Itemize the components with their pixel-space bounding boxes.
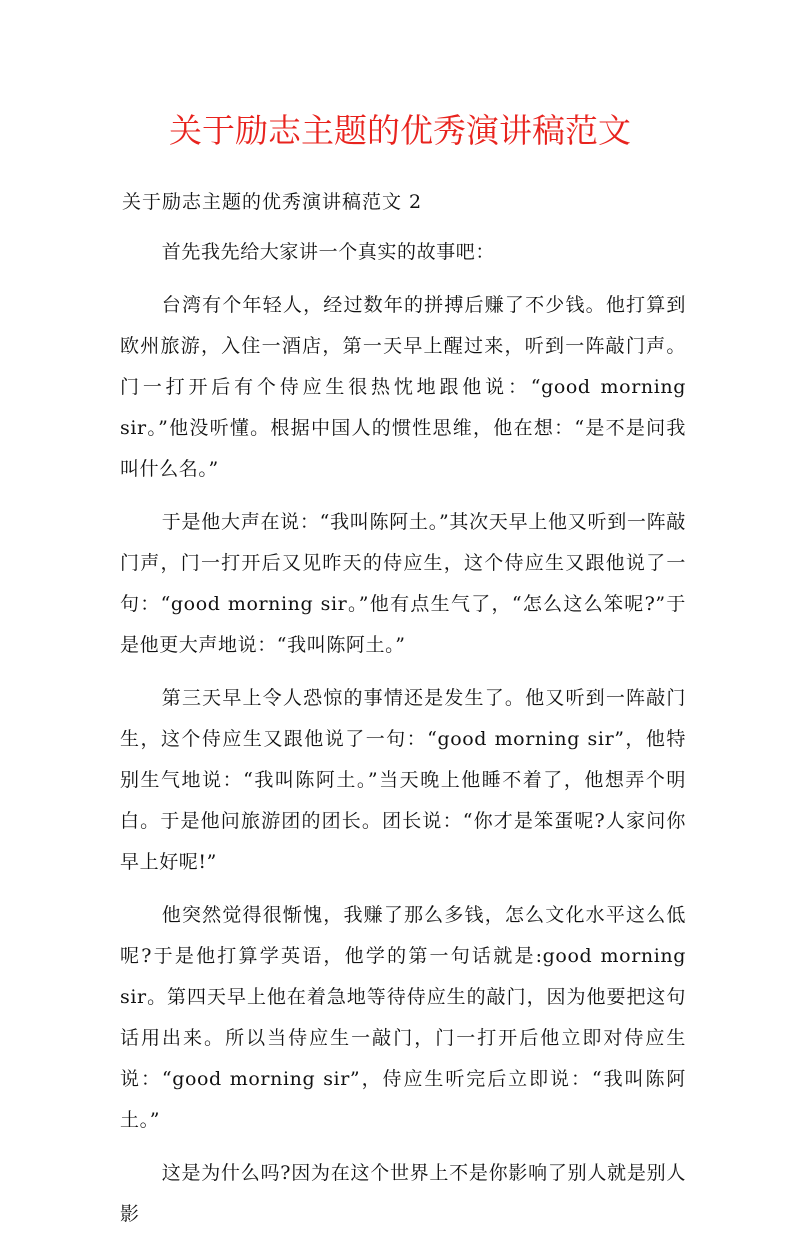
paragraph: 这是为什么吗?因为在这个世界上不是你影响了别人就是别人影 [120, 1162, 686, 1225]
section-heading: 关于励志主题的优秀演讲稿范文 2 [122, 191, 423, 213]
paragraph: 首先我先给大家讲一个真实的故事吧： [161, 241, 495, 263]
paragraph: 第三天早上令人恐惊的事情还是发生了。他又听到一阵敲门生，这个侍应生又跟他说了一句：“good morning sir”，他特别生气地说：“我叫陈阿土。”当天晚上他睡不着了，他想弄个明白。于是他问旅游团的团长。团长说：“你才是笨蛋呢?人家问你早上好呢!” [120, 687, 686, 873]
article-body [120, 232, 686, 1235]
paragraph: 他突然觉得很惭愧，我赚了那么多钱，怎么文化水平这么低呢?于是他打算学英语，他学的第一句话就是:good morning sir。第四天早上他在着急地等待侍应生的敲门，因为他要把这句话用出来。所以当侍应生一敲门，门一打开后他立即对侍应生说：“good morning sir”，侍应生听完后立即说：“我叫陈阿土。” [120, 904, 686, 1131]
paragraph: 于是他大声在说：“我叫陈阿土。”其次天早上他又听到一阵敲门声，门一打开后又见昨天的侍应生，这个侍应生又跟他说了一句：“good morning sir。”他有点生气了，“怎么这么笨呢?”于是他更大声地说：“我叫陈阿土。” [120, 511, 686, 656]
paragraph: 台湾有个年轻人，经过数年的拼搏后赚了不少钱。他打算到欧州旅游，入住一酒店，第一天早上醒过来，听到一阵敲门声。门一打开后有个侍应生很热忱地跟他说：“good morning sir。”他没听懂。根据中国人的惯性思维，他在想：“是不是问我叫什么名。” [120, 294, 686, 480]
page-title: 关于励志主题的优秀演讲稿范文 [169, 111, 631, 150]
